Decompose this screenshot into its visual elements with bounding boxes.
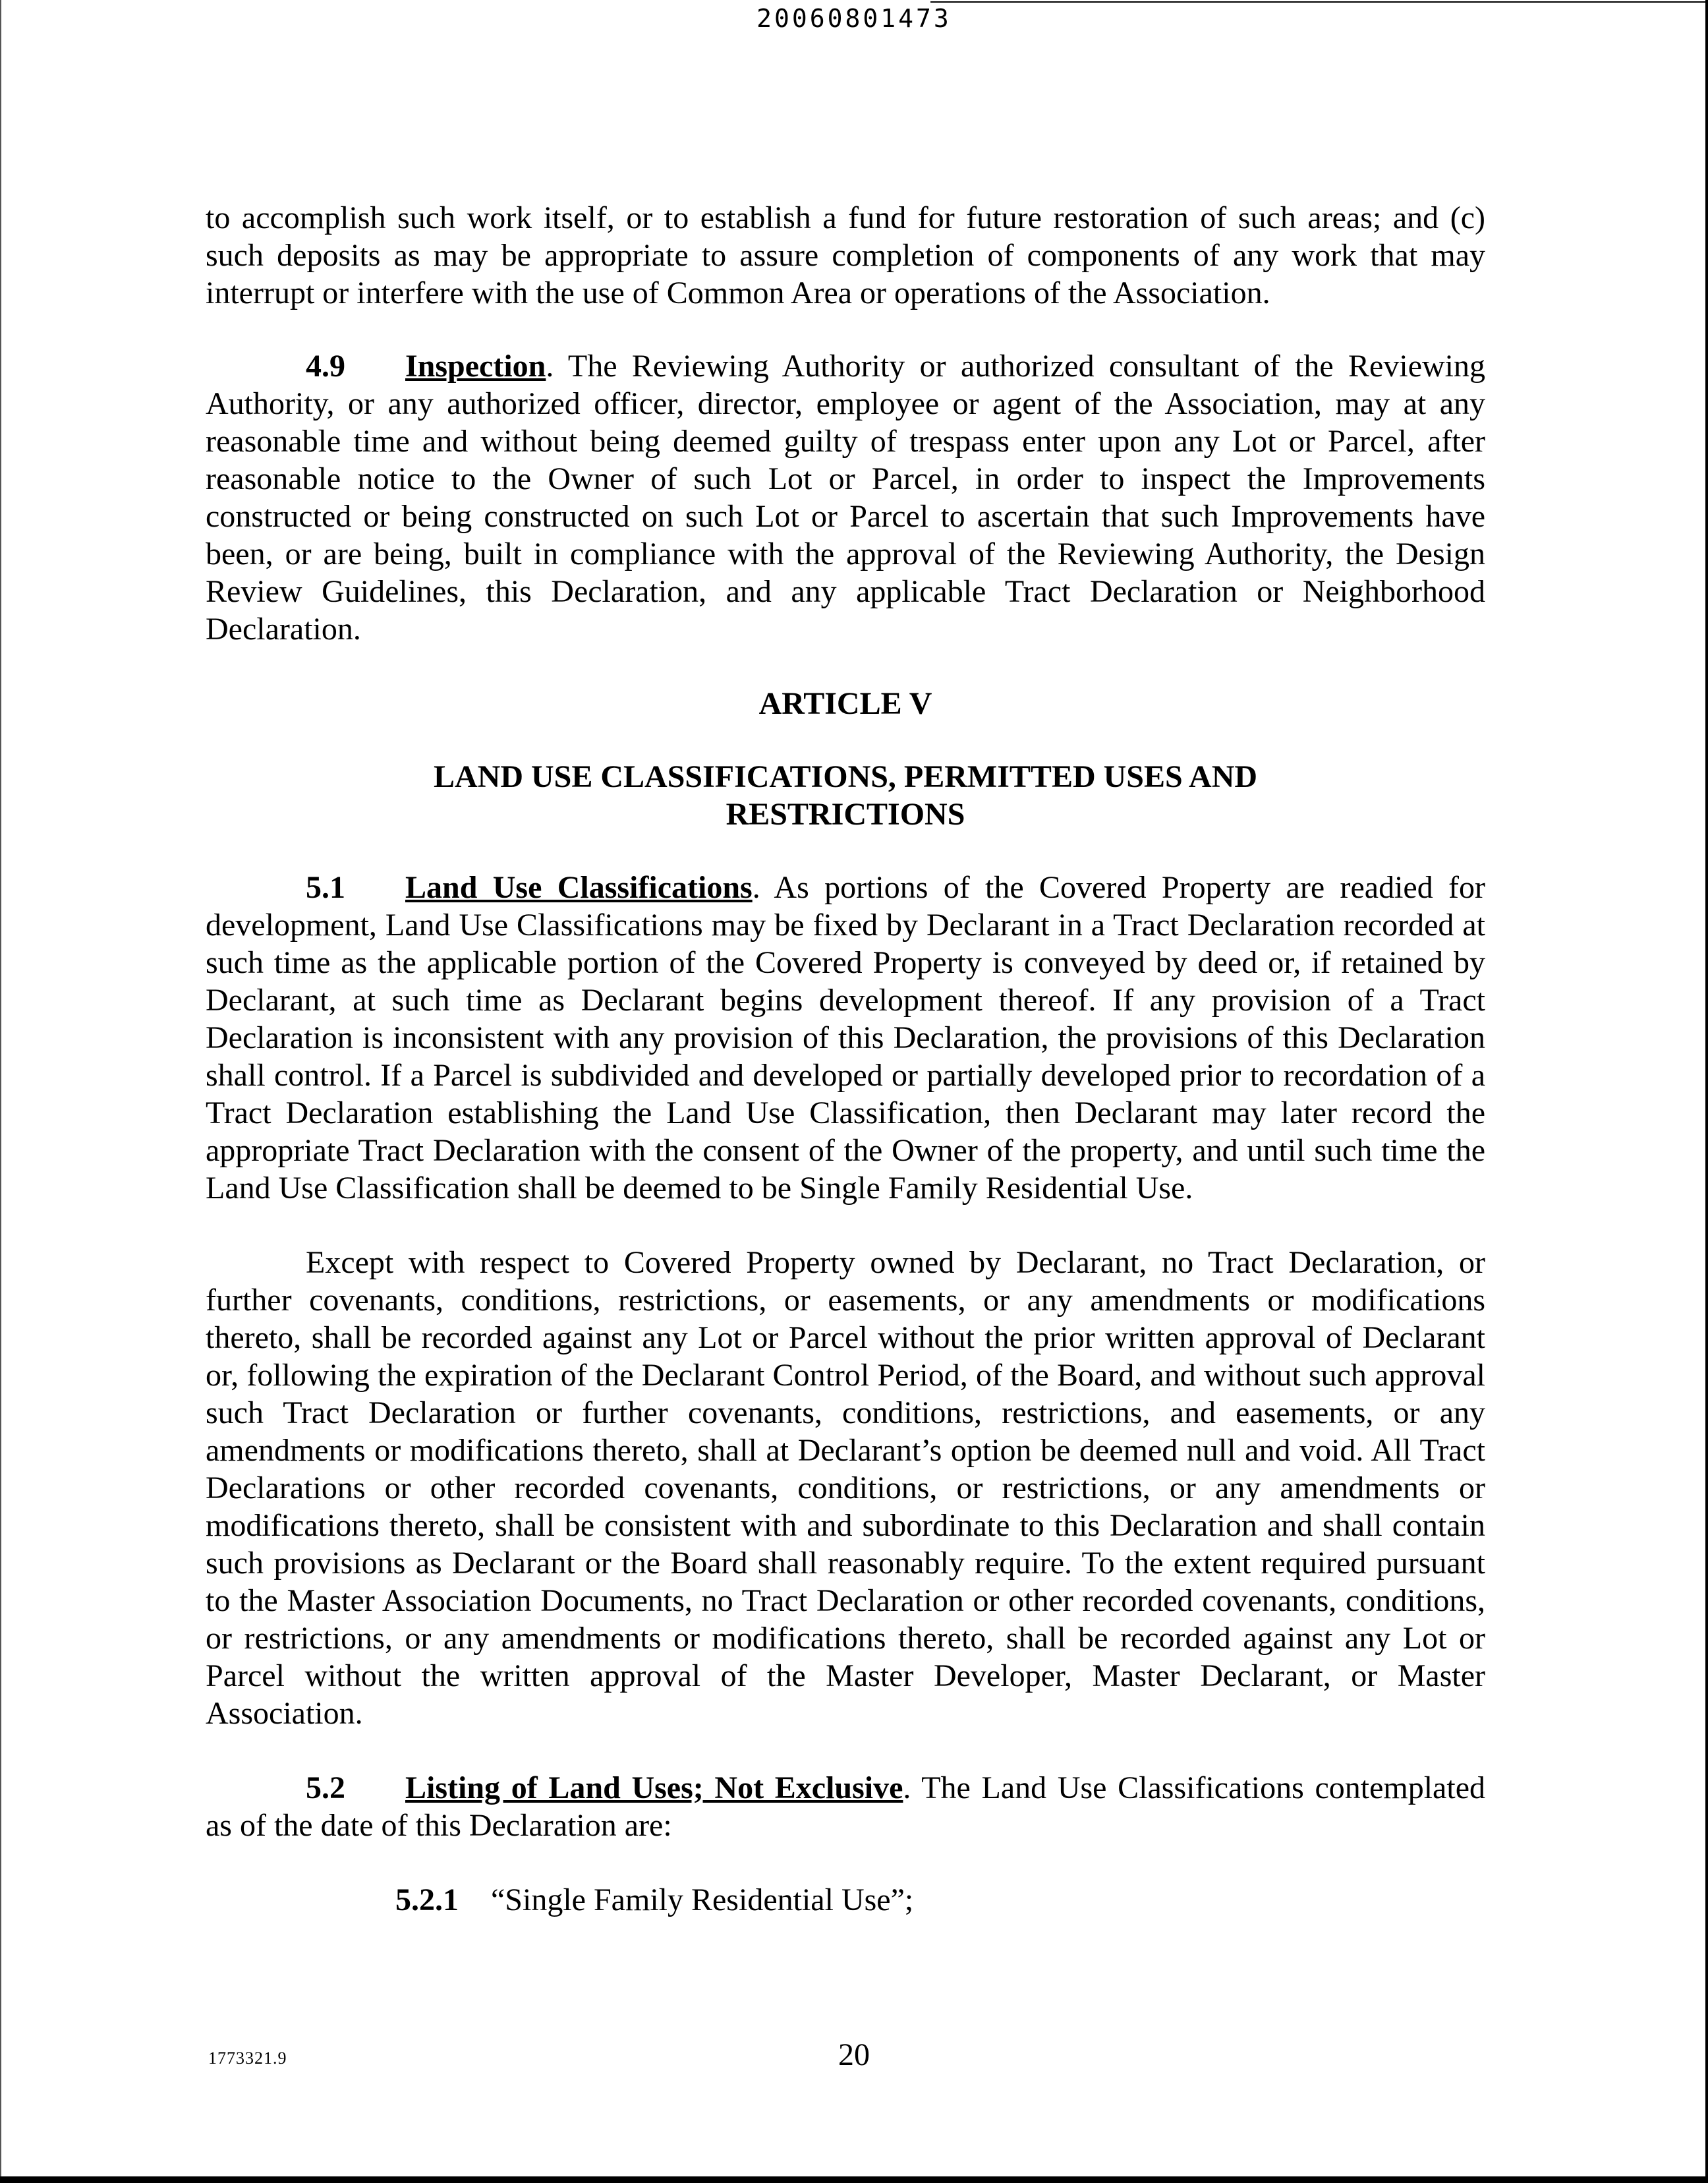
section-heading: Inspection <box>405 349 546 384</box>
section-5-1: 5.1 Land Use Classifications. As portions of the Covered Property are readied for development, Land Use Classifications may be fixed by Declarant in a Tract Declaration recorded at such time as the applicable portion of the Covered Property is conveyed by deed or, if retained by Declarant, at such time as Declarant begins development thereof. If any provision of a Tract Declaration is inconsistent with any provision of this Declaration, the provisions of this Declaration shall control. If a Parcel is subdivided and developed or partially developed prior to recordation of a Tract Declaration establishing the Land Use Classification, then Declarant may later record the appropriate Tract Declaration with the consent of the Owner of the property, and until such time the Land Use Classification shall be deemed to be Single Family Residential Use. <box>206 870 1486 1206</box>
article-label: ARTICLE V <box>758 686 932 721</box>
subsection-text: “Single Family Residential Use”; <box>491 1882 914 1917</box>
section-number: 4.9 <box>306 349 345 384</box>
top-rule <box>930 1 1708 3</box>
paragraph-except: Except with respect to Covered Property owned by Declarant, no Tract Declaration, or further covenants, conditions, restrictions, or easements, or any amendments or modifications thereto, shall be recorded against any Lot or Parcel without the prior written approval of Declarant or, following the expiration of the Declarant Control Period, of the Board, and without such approval such Tract Declaration or further covenants, conditions, restrictions, and easements, or any amendments or modifications thereto, shall at Declarant’s option be deemed null and void. All Tract Declarations or other recorded covenants, conditions, or restrictions, or any amendments or modifications thereto, shall be consistent with and subordinate to this Declaration and shall contain such provisions as Declarant or the Board shall reasonably require. To the extent required pursuant to the Master Association Documents, no Tract Declaration or other recorded covenants, conditions, or restrictions, or any amendments or modifications thereto, shall be recorded against any Lot or Parcel without the written approval of the Master Developer, Master Declarant, or Master Association. <box>206 1245 1485 1731</box>
footer-document-id: 1773321.9 <box>208 2049 287 2068</box>
document-body <box>206 199 1485 1919</box>
subsection-number: 5.2.1 <box>395 1882 459 1917</box>
section-5-2: 5.2 Listing of Land Uses; Not Exclusive. The Land Use Classifications contemplated as of the date of this Declaration are: <box>206 1770 1486 1843</box>
section-4-9: 4.9 Inspection. The Reviewing Authority or authorized consultant of the Reviewing Authority, or any authorized officer, director, employee or agent of the Association, may at any reasonable time and without being deemed guilty of trespass enter upon any Lot or Parcel, after reasonable notice to the Owner of such Lot or Parcel, in order to inspect the Improvements constructed or being constructed on such Lot or Parcel to ascertain that such Improvements have been, or are being, built in compliance with the approval of the Reviewing Authority, the Design Review Guidelines, this Declaration, and any applicable Tract Declaration or Neighborhood Declaration. <box>206 349 1486 647</box>
page-bottom-border <box>0 2176 1708 2183</box>
section-heading: Land Use Classifications <box>405 870 753 905</box>
section-text: The Land Use Classifications contemplated as of the date of this Declaration are: <box>206 1770 1486 1843</box>
recording-stamp: 20060801473 <box>756 4 952 33</box>
article-title-line-2: RESTRICTIONS <box>726 797 965 832</box>
section-text: As portions of the Covered Property are readied for development, Land Use Classifications may be fixed by Declarant in a Tract Declaration recorded at such time as the applicable portion of the Covered Property is conveyed by deed or, if retained by Declarant, at such time as Declarant begins development thereof. If any provision of a Tract Declaration is inconsistent with any provision of this Declaration, the provisions of this Declaration shall control. If a Parcel is subdivided and developed or partially developed prior to recordation of a Tract Declaration establishing the Land Use Classification, then Declarant may later record the appropriate Tract Declaration with the consent of the Owner of the property, and until such time the Land Use Classification shall be deemed to be Single Family Residential Use. <box>206 870 1486 1206</box>
subsection-5-2-1 <box>395 1881 1485 1919</box>
section-number: 5.2 <box>306 1770 345 1805</box>
section-number: 5.1 <box>306 870 345 905</box>
section-heading: Listing of Land Uses; Not Exclusive <box>405 1770 903 1805</box>
footer-page-number: 20 <box>838 2037 870 2072</box>
paragraph-intro: to accomplish such work itself, or to establish a fund for future restoration of such areas; and (c) such deposits as may be appropriate to assure completion of components of any work that may interrupt or interfere with the use of Common Area or operations of the Association. <box>206 200 1485 310</box>
article-title-line-1: LAND USE CLASSIFICATIONS, PERMITTED USES AND <box>433 759 1258 794</box>
section-text: The Reviewing Authority or authorized consultant of the Reviewing Authority, or any authorized officer, director, employee or agent of the Association, may at any reasonable time and without being deemed guilty of trespass enter upon any Lot or Parcel, after reasonable notice to the Owner of such Lot or Parcel, in order to inspect the Improvements constructed or being constructed on such Lot or Parcel to ascertain that such Improvements have been, or are being, built in compliance with the approval of the Reviewing Authority, the Design Review Guidelines, this Declaration, and any applicable Tract Declaration or Neighborhood Declaration. <box>206 349 1486 647</box>
page-left-edge <box>0 0 1 2183</box>
page-right-border <box>1705 0 1708 2183</box>
